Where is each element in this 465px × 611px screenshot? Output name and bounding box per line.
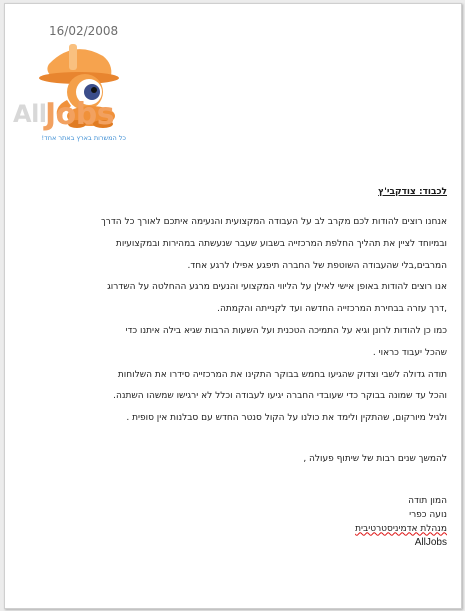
- logo-slogan: כל המשרות בארץ באתר אחד!: [41, 134, 126, 142]
- body-line: ,דרך עזרה בבחירת המרכזייה החדשה ועד לקנייתה והקמתה.: [217, 304, 447, 315]
- logo-text-all: All: [13, 100, 47, 128]
- body-line: אנו רוצים להודות באופן אישי לאילן על הליווי המקצועי והנעים מרגע ההחלטה על השדרוג: [107, 282, 447, 293]
- body-line: ובמיוחד לציין את תהליך החלפת המרכזייה בשבוע שעבר שנעשתה במהירות ובמקצועיות: [115, 238, 447, 249]
- letter-page: [4, 3, 462, 609]
- body-line: תודה גדולה לשבי וצדוק שהגיעו בחמש בבוקר התקינו את המרכזייה סידרו את השלוחות: [117, 369, 447, 380]
- body-line: והכל עד שמונה בבוקר כדי שעובדי החברה יגיעו לעבודה וכלל לא ירגישו שמשהו השתנה.: [113, 391, 447, 402]
- body-line: ולגיל מיורקום, שהתקין ולימד את כולנו על הקול סנטר החדש עם סבלנות אין סופית .: [126, 413, 447, 424]
- body-line: שהכל יעבוד כראוי .: [372, 347, 447, 358]
- body-line: כמו כן להודות לרונן וגיא על התמיכה הטכנית ועל השעות הרבות שגיא בילה איתנו כדי: [125, 325, 447, 336]
- signature-company: AllJobs: [414, 537, 447, 549]
- letter-recipient: לכבוד: צודקבי'ץ: [378, 187, 447, 197]
- letter-signature: [17, 496, 447, 552]
- letter-date: 16/02/2008: [49, 24, 119, 38]
- signature-title: מנהלת אדמיניסטרטיבית: [355, 523, 447, 534]
- logo-text-jobs: Jobs: [45, 97, 115, 132]
- signature-thanks: המון תודה: [408, 496, 447, 506]
- letter-body: [17, 217, 447, 435]
- body-line: המרבים,בלי שהעבודה השוטפת של החברה תיפגע אפילו לרגע אחד.: [187, 260, 447, 271]
- signature-name: נועה כפרי: [409, 509, 447, 520]
- letter-closing: להמשך שנים רבות של שיתוף פעולה ,: [303, 454, 447, 464]
- body-line: אנחנו רוצים להודות לכם מקרב לב על העבודה המקצועית והנעימה איתכם לאורך כל הדרך: [100, 217, 447, 227]
